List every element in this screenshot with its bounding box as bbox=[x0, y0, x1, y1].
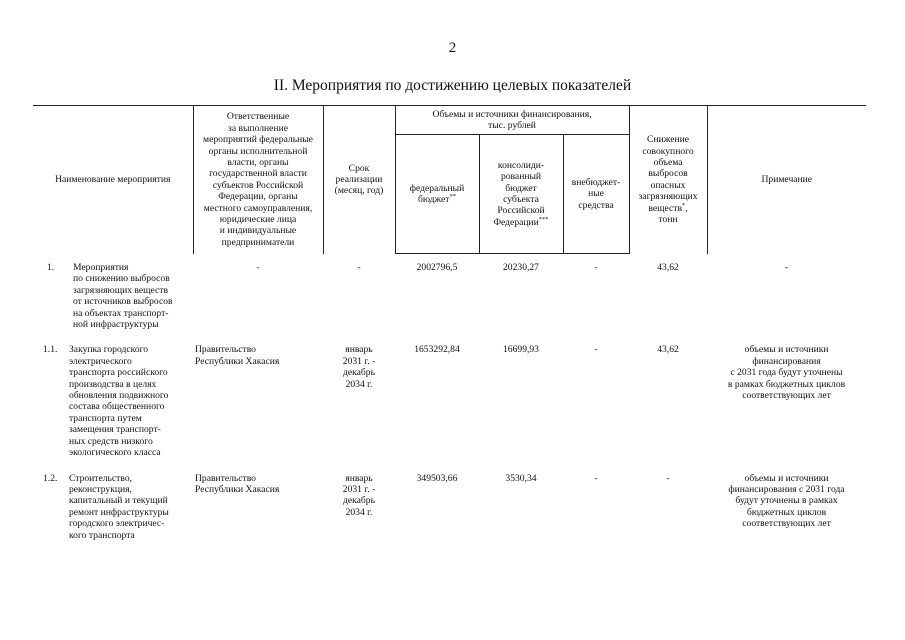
reduction-cell: 43,62 bbox=[657, 262, 679, 273]
header-extrabudget: внебюджет- ные средства bbox=[563, 135, 629, 254]
section-title: II. Мероприятия по достижению целевых показателей bbox=[273, 77, 632, 94]
table-row bbox=[33, 473, 866, 541]
extrabudget-cell: - bbox=[594, 472, 598, 484]
measures-table bbox=[33, 105, 866, 541]
federal-budget-cell: 349503,66 bbox=[416, 472, 458, 484]
consolidated-budget-cell: 3530,34 bbox=[505, 472, 537, 484]
responsible-cell: Правительство Республики Хакасия bbox=[195, 472, 280, 495]
responsible-cell: Правительство Республики Хакасия bbox=[195, 344, 280, 367]
table-row bbox=[33, 344, 866, 458]
footnote-mark-consolidated: *** bbox=[538, 215, 549, 223]
responsible-cell: - bbox=[256, 262, 260, 273]
term-cell: январь 2031 г. - декабрь 2034 г. bbox=[342, 472, 376, 518]
note-cell: объемы и источники финансирования с 2031 года будут уточнены в рамках бюджетных циклов соответствующих лет bbox=[727, 344, 846, 402]
header-responsible: Ответственные за выполнение мероприятий федеральные органы исполнительной власти, органы государственной власти субъектов Российской Федерации, органы местного самоуправления, юридические лица и индивидуальные предприниматели bbox=[193, 106, 323, 254]
term-cell: январь 2031 г. - декабрь 2034 г. bbox=[342, 344, 376, 390]
header-financing: Объемы и источники финансирования, тыс. рублей bbox=[395, 106, 629, 135]
header-federal: федеральный бюджет** bbox=[395, 135, 479, 254]
table-row bbox=[33, 262, 866, 330]
consolidated-budget-cell: 20230,27 bbox=[503, 262, 539, 273]
row-number: 1.1. bbox=[43, 344, 58, 356]
reduction-cell: - bbox=[666, 472, 670, 484]
federal-budget-cell: 2002796,5 bbox=[416, 262, 458, 273]
header-consolidated: консолиди- рованный бюджет субъекта Российской Федерации*** bbox=[479, 135, 563, 254]
page-number: 2 bbox=[448, 40, 457, 56]
federal-budget-cell: 1653292,84 bbox=[414, 344, 460, 356]
header-name: Наименование мероприятия bbox=[33, 106, 193, 254]
term-cell: - bbox=[357, 262, 361, 273]
measure-name-cell bbox=[33, 473, 193, 541]
row-number: 1.2. bbox=[43, 472, 58, 484]
extrabudget-cell: - bbox=[594, 262, 598, 273]
note-cell: объемы и источники финансирования с 2031 года будут уточнены в рамках бюджетных циклов соответствующих лет bbox=[728, 472, 845, 530]
footnote-mark-reduction: * bbox=[682, 201, 686, 209]
reduction-cell: 43,62 bbox=[657, 344, 679, 356]
footnote-mark-federal: ** bbox=[449, 193, 456, 200]
measure-name-cell bbox=[33, 262, 193, 330]
measure-name-cell bbox=[33, 344, 193, 458]
extrabudget-cell: - bbox=[594, 344, 598, 356]
measure-name: Закупка городского электрического транспорта российского производства в целях обновления подвижного состава общественного транспорта путем замещения транспорт- ных средств низкого экологического класса bbox=[69, 344, 169, 459]
measure-name: Строительство, реконструкция, капитальный и текущий ремонт инфраструктуры городского электричес- кого транспорта bbox=[69, 472, 169, 541]
note-cell: - bbox=[784, 262, 789, 273]
row-number: 1. bbox=[47, 262, 55, 273]
header-term: Срок реализации (месяц, год) bbox=[323, 106, 395, 254]
consolidated-budget-cell: 16699,93 bbox=[503, 344, 539, 356]
header-note: Примечание bbox=[707, 106, 866, 254]
header-reduction: Снижение совокупного объема выбросов опасных загрязняющих веществ*, тонн bbox=[629, 106, 707, 254]
measure-name: Мероприятия по снижению выбросов загрязняющих веществ от источников выбросов на объектах транспорт- ной инфраструктуры bbox=[73, 262, 173, 331]
